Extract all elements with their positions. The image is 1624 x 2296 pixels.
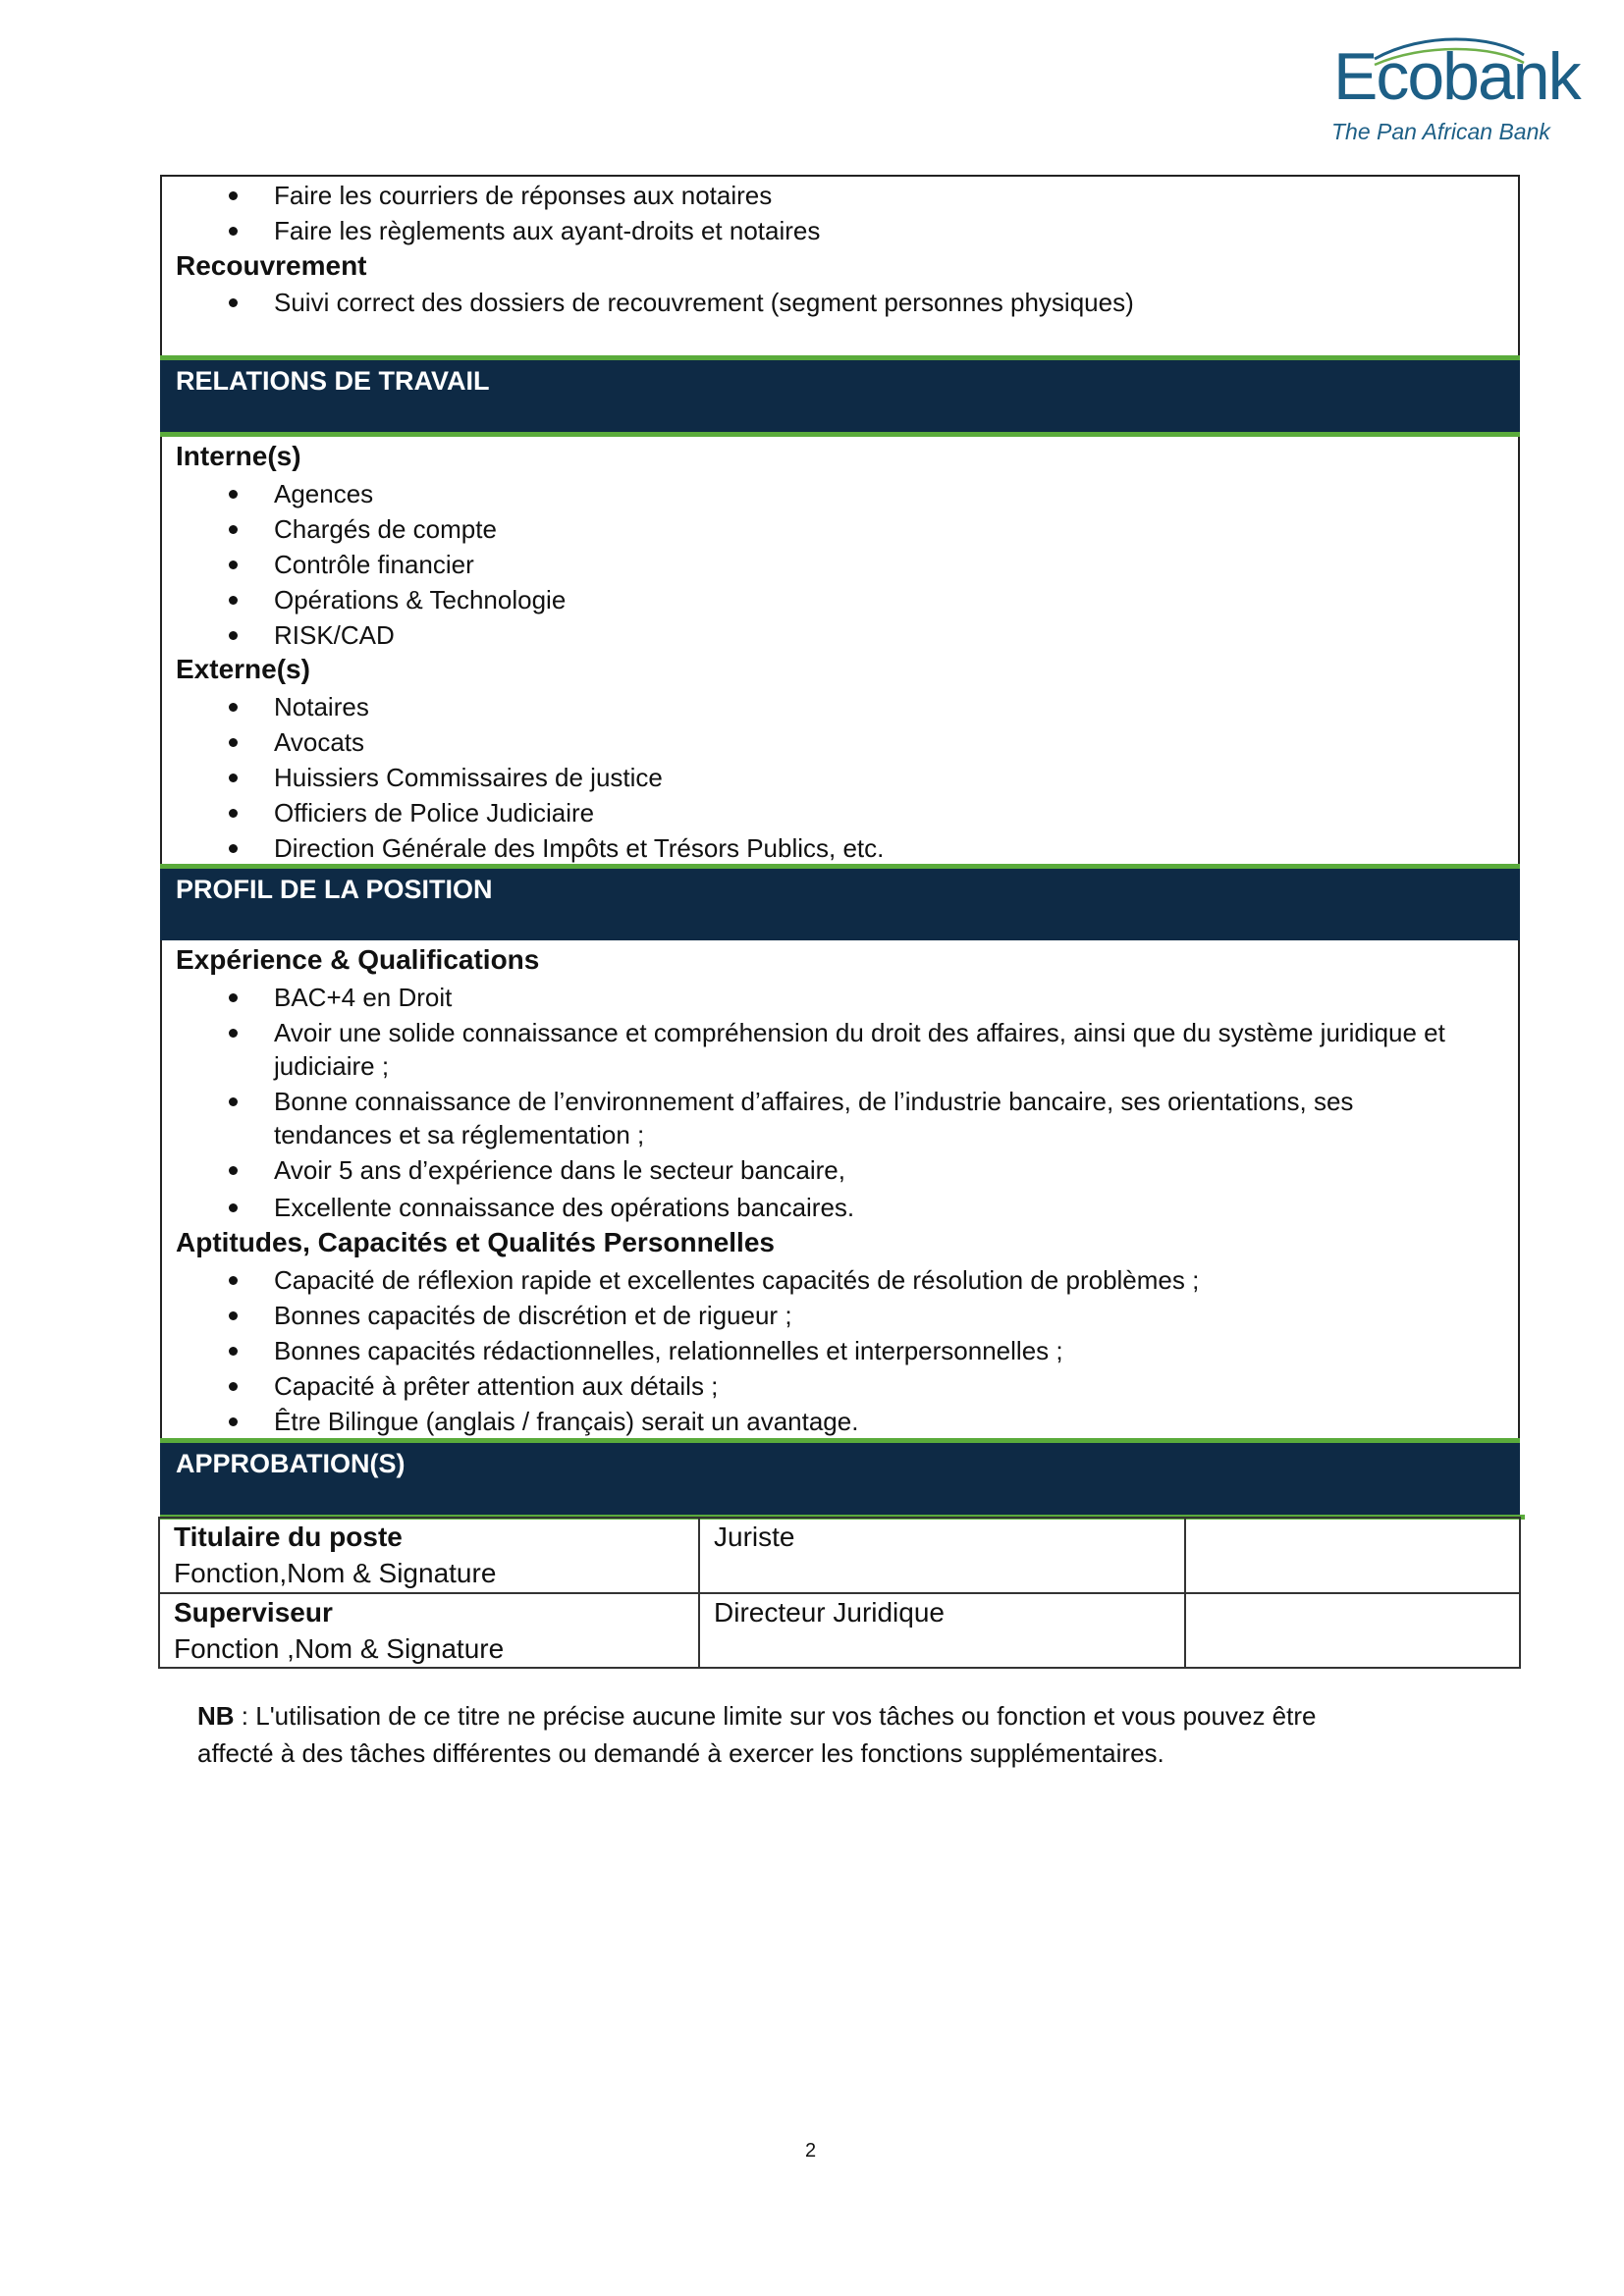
bullet-icon [229, 809, 238, 818]
approval-sublabel: Fonction ,Nom & Signature [174, 1633, 505, 1664]
bullet-icon [229, 490, 238, 499]
bullet-icon [229, 631, 238, 640]
bullet-icon [229, 1347, 238, 1356]
list-item: Bonnes capacités rédactionnelles, relationnelles et interpersonnelles ; [274, 1336, 1063, 1365]
table-row [159, 1593, 1520, 1668]
list-item: Faire les courriers de réponses aux notaires [274, 181, 773, 210]
list-item: Chargés de compte [274, 514, 497, 544]
section-title-approbation: APPROBATION(S) [176, 1449, 406, 1478]
note-prefix: NB [197, 1701, 235, 1731]
logo-tagline: The Pan African Bank [1331, 119, 1550, 144]
note-paragraph [197, 1697, 1395, 1772]
bullet-icon [229, 844, 238, 853]
list-item: BAC+4 en Droit [274, 983, 453, 1012]
list-item: Excellente connaissance des opérations bancaires. [274, 1193, 855, 1222]
list-item: Bonne connaissance de l’environnement d’affaires, de l’industrie bancaire, ses orientations, ses [274, 1087, 1354, 1116]
bullet-icon [229, 1203, 238, 1212]
bullet-icon [229, 227, 238, 236]
approval-signature-cell [1185, 1518, 1520, 1593]
list-item: Huissiers Commissaires de justice [274, 763, 663, 792]
list-item: Suivi correct des dossiers de recouvrement (segment personnes physiques) [274, 288, 1134, 317]
approval-value: Juriste [714, 1522, 795, 1552]
approval-label: Titulaire du poste [174, 1522, 403, 1552]
approval-label-cell [159, 1593, 699, 1668]
section-subtitle-aptitudes: Aptitudes, Capacités et Qualités Personnelles [176, 1227, 775, 1257]
logo-wordmark: Ecobank [1333, 39, 1580, 114]
page-number: 2 [805, 2140, 817, 2162]
bullet-icon [229, 1097, 238, 1106]
section-subtitle-experience: Expérience & Qualifications [176, 944, 540, 975]
list-item: Opérations & Technologie [274, 585, 567, 614]
list-item: Avoir une solide connaissance et compréhension du droit des affaires, ainsi que du système juridique et [274, 1018, 1445, 1047]
bullet-icon [229, 703, 238, 712]
list-item: Faire les règlements aux ayant-droits et notaires [274, 216, 821, 245]
list-item: Être Bilingue (anglais / français) serait un avantage. [274, 1407, 859, 1436]
bullet-icon [229, 993, 238, 1002]
bullet-icon [229, 596, 238, 605]
list-item-continuation: tendances et sa réglementation ; [274, 1120, 645, 1149]
section-subtitle-externes: Externe(s) [176, 654, 310, 684]
note-text: : L'utilisation de ce titre ne précise aucune limite sur vos tâches ou fonction et vous pouvez être affecté à des tâches différentes ou demandé à exercer les fonctions supplémentaires. [197, 1701, 1317, 1768]
list-item-continuation: judiciaire ; [274, 1051, 390, 1081]
approval-value-cell [699, 1593, 1185, 1668]
list-item: Bonnes capacités de discrétion et de rigueur ; [274, 1301, 792, 1330]
list-item: Avoir 5 ans d’expérience dans le secteur bancaire, [274, 1155, 845, 1185]
approval-label-cell [159, 1518, 699, 1593]
bullet-icon [229, 1382, 238, 1391]
section-subtitle-internes: Interne(s) [176, 441, 301, 471]
approval-table [158, 1517, 1521, 1669]
list-item: Officiers de Police Judiciaire [274, 798, 595, 828]
approval-value-cell [699, 1518, 1185, 1593]
bullet-icon [229, 525, 238, 534]
list-item: Notaires [274, 692, 369, 721]
approval-value: Directeur Juridique [714, 1597, 945, 1628]
section-title-profil: PROFIL DE LA POSITION [176, 875, 493, 904]
section-subtitle-recouvrement: Recouvrement [176, 250, 367, 281]
bullet-icon [229, 561, 238, 569]
list-item: Capacité à prêter attention aux détails ; [274, 1371, 719, 1401]
section-title-relations: RELATIONS DE TRAVAIL [176, 366, 490, 396]
ecobank-logo [1306, 37, 1580, 150]
approval-sublabel: Fonction,Nom & Signature [174, 1558, 497, 1588]
list-item: Direction Générale des Impôts et Trésors Publics, etc. [274, 833, 885, 863]
list-item: Avocats [274, 727, 365, 757]
bullet-icon [229, 1417, 238, 1426]
bullet-icon [229, 191, 238, 200]
approval-label: Superviseur [174, 1597, 333, 1628]
bullet-icon [229, 1276, 238, 1285]
bullet-icon [229, 1166, 238, 1175]
list-item: Capacité de réflexion rapide et excellentes capacités de résolution de problèmes ; [274, 1265, 1200, 1295]
bullet-icon [229, 1311, 238, 1320]
list-item: RISK/CAD [274, 620, 395, 650]
list-item: Agences [274, 479, 374, 508]
approval-signature-cell [1185, 1593, 1520, 1668]
table-row [159, 1518, 1520, 1593]
bullet-icon [229, 298, 238, 307]
bullet-icon [229, 774, 238, 782]
list-item: Contrôle financier [274, 550, 474, 579]
green-divider [160, 432, 1520, 437]
bullet-icon [229, 1029, 238, 1038]
bullet-icon [229, 738, 238, 747]
